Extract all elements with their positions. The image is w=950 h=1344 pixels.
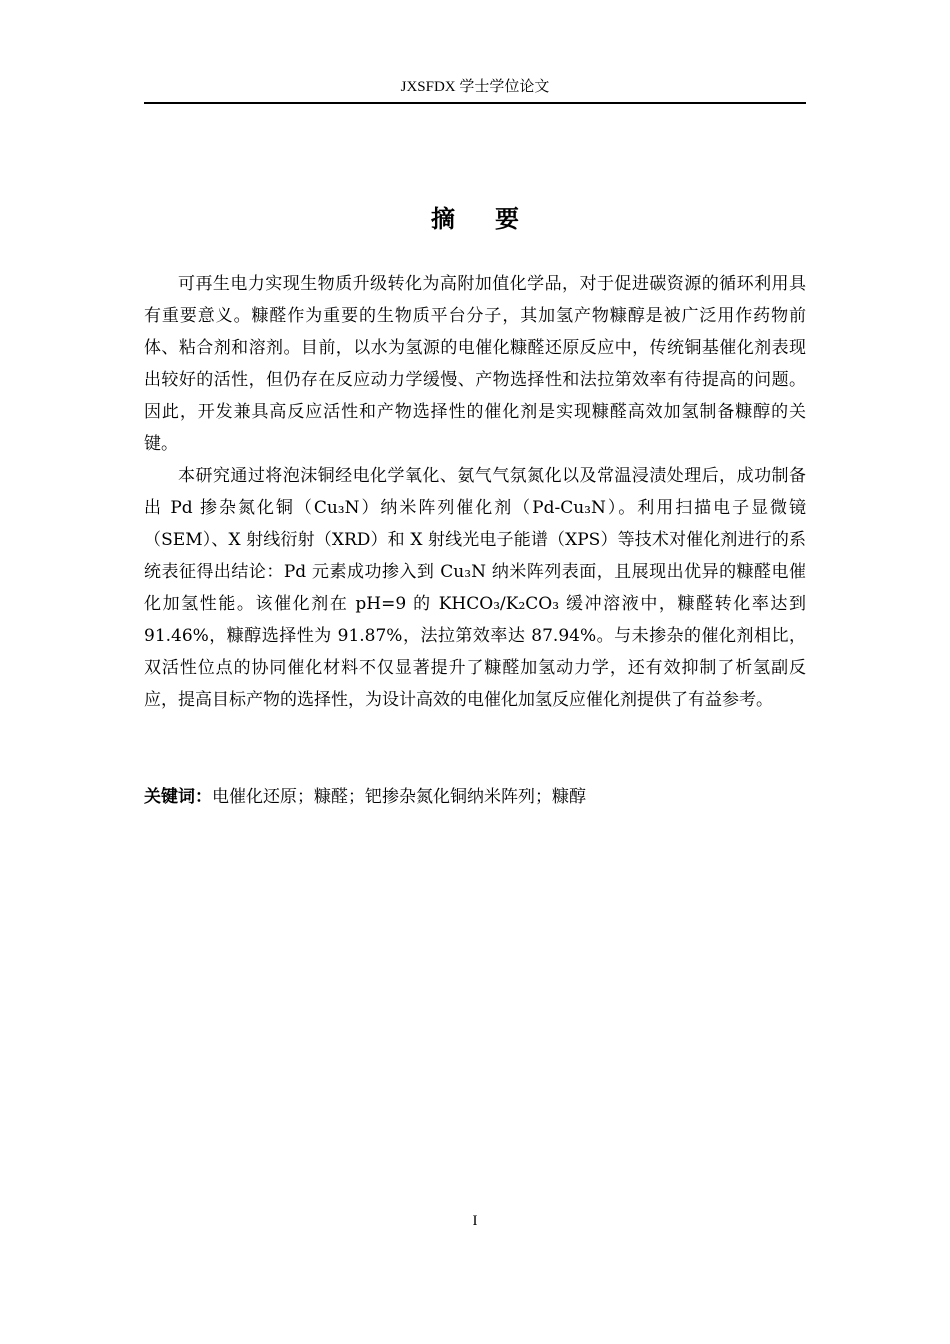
abstract-title: 摘要 <box>431 205 559 233</box>
running-header: JXSFDX 学士学位论文 <box>144 76 806 104</box>
page-number: I <box>472 1213 478 1229</box>
abstract-paragraph-2: 本研究通过将泡沫铜经电化学氧化、氨气气氛氮化以及常温浸渍处理后，成功制备出 Pd 掺杂氮化铜（Cu₃N）纳米阵列催化剂（Pd-Cu₃N）。利用扫描电子显微镜（SEM）、X 射线衍射（XRD）和 X 射线光电子能谱（XPS）等技术对催化剂进行的系统表征得出结论：Pd 元素成功掺入到 Cu₃N 纳米阵列表面，且展现出优异的糠醛电催化加氢性能。该催化剂在 pH=9 的 KHCO₃/K₂CO₃ 缓冲溶液中，糠醛转化率达到 91.46%，糠醇选择性为 91.87%，法拉第效率达 87.94%。与未掺杂的催化剂相比，双活性位点的协同催化材料不仅显著提升了糠醛加氢动力学，还有效抑制了析氢副反应，提高目标产物的选择性，为设计高效的电催化加氢反应催化剂提供了有益参考。 <box>144 466 806 710</box>
keywords-line <box>144 782 806 812</box>
keywords-value: 电催化还原；糠醛；钯掺杂氮化铜纳米阵列；糠醇 <box>212 787 586 807</box>
keywords-label: 关键词： <box>144 787 212 807</box>
abstract-paragraph-1: 可再生电力实现生物质升级转化为高附加值化学品，对于促进碳资源的循环利用具有重要意义。糠醛作为重要的生物质平台分子，其加氢产物糠醇是被广泛用作药物前体、粘合剂和溶剂。目前，以水为氢源的电催化糠醛还原反应中，传统铜基催化剂表现出较好的活性，但仍存在反应动力学缓慢、产物选择性和法拉第效率有待提高的问题。因此，开发兼具高反应活性和产物选择性的催化剂是实现糠醛高效加氢制备糠醇的关键。 <box>144 274 806 454</box>
abstract-body <box>144 268 806 716</box>
